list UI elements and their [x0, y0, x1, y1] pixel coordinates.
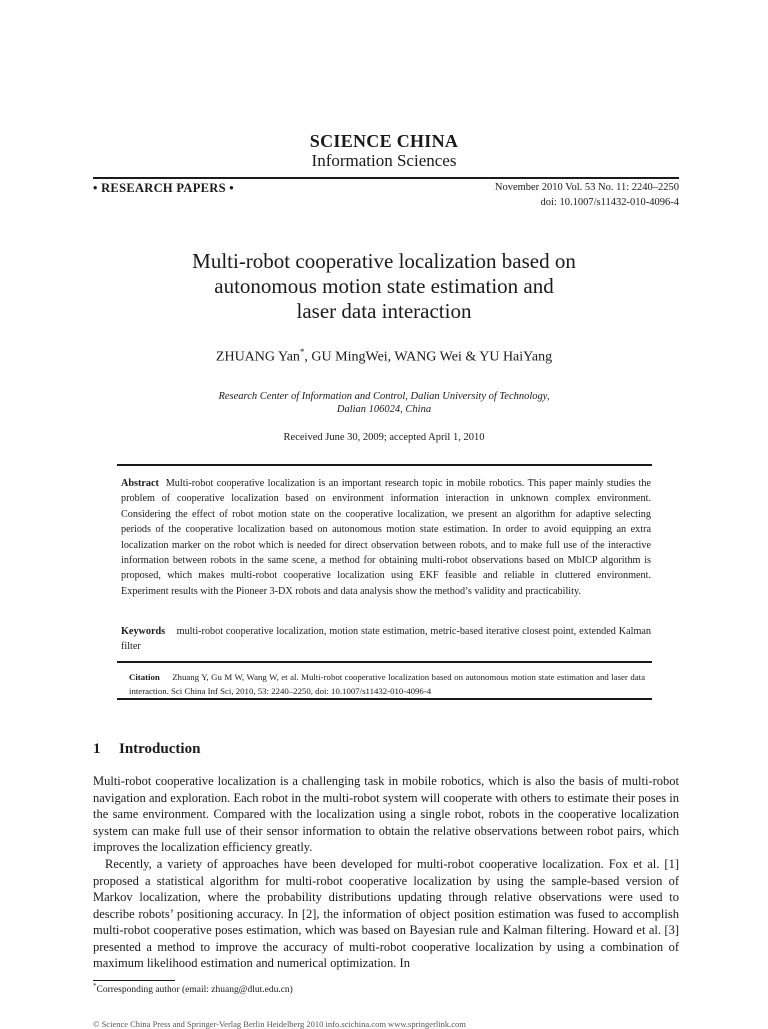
section-tag: • RESEARCH PAPERS • — [93, 181, 234, 195]
corresponding-mark: * — [299, 347, 305, 357]
header-rule — [93, 177, 679, 179]
doi: doi: 10.1007/s11432-010-4096-4 — [540, 197, 679, 208]
footnote-rule — [93, 980, 175, 981]
citation-label: Citation — [129, 672, 160, 682]
footnote — [93, 982, 293, 995]
copyright-footer: © Science China Press and Springer-Verlag Berlin Heidelberg 2010 info.scichina.com www.springerlink.com — [93, 1019, 466, 1029]
title-line: autonomous motion state estimation and — [214, 274, 554, 298]
affiliation-line: Research Center of Information and Control, Dalian University of Technology, — [218, 391, 550, 402]
keywords-label: Keywords — [121, 626, 166, 637]
citation-text: Zhuang Y, Gu M W, Wang W, et al. Multi-robot cooperative localization based on autonomous motion state estimation and laser data interaction. Sci China Inf Sci, 2010, 53: 2240–2250, doi: 10.1007/s11432-010-4096-4 — [129, 672, 645, 696]
abstract — [121, 476, 651, 599]
title-line: Multi-robot cooperative localization based on — [192, 249, 576, 273]
received-date: Received June 30, 2009; accepted April 1, 2010 — [283, 432, 485, 443]
citation-bottom-rule — [117, 698, 652, 700]
authors — [0, 347, 768, 366]
section-title: Introduction — [119, 741, 201, 757]
keywords-text: multi-robot cooperative localization, motion state estimation, metric-based iterative closest point, extended Kalman filter — [121, 626, 651, 653]
title-line: laser data interaction — [296, 299, 472, 323]
footnote-text: Corresponding author (email: zhuang@dlut.edu.cn) — [96, 985, 293, 996]
abstract-label: Abstract — [121, 478, 159, 489]
paper-title — [0, 249, 768, 324]
paragraph: Multi-robot cooperative localization is a challenging task in mobile robotics, which is also the basis of multi-robot navigation and exploration. Each robot in the multi-robot system will cooperate with others to estimate their poses in the same environment. Compared with the localization using a single robot, robots in the cooperative localization system can make full use of their sensor information to obtain the relative observations between robot pairs, which improves the localization efficiency greatly. — [93, 774, 679, 854]
keywords — [121, 624, 651, 655]
journal-subtitle: Information Sciences — [311, 151, 457, 170]
affiliation — [0, 390, 768, 416]
section-heading — [93, 741, 200, 758]
journal-name: SCIENCE CHINA — [309, 131, 459, 151]
abstract-text: Multi-robot cooperative localization is an important research topic in mobile robotics. This paper mainly studies the problem of cooperative localization based on environment information interaction in unknown complex environment. Considering the effect of robot motion state on the cooperative localization, we present an algorithm for adaptive selecting periods of the cooperative localization based on autonomous motion state estimation. In order to avoid equipping an extra localization marker on the robot which is needed for direct observation between robots, and to make full use of the interactive information between robots in the same scene, a method for obtaining multi-robot observations based on MbICP algorithm is proposed, which makes multi-robot cooperative localization using EKF feasible and reliable in cluttered environment. Experiment results with the Pioneer 3-DX robots and data analysis show the method’s validity and practicability. — [121, 478, 651, 597]
issue-info: November 2010 Vol. 53 No. 11: 2240–2250 — [494, 182, 679, 193]
paragraph: Recently, a variety of approaches have been developed for multi-robot cooperative localization. Fox et al. [1] proposed a statistical algorithm for multi-robot cooperative localization by using the sample-based version of Markov localization, where the probability distributions updating through relative observations were used to describe robots’ positioning accuracy. In [2], the information of object position estimation was fused to accomplish multi-robot cooperative poses estimation, which was based on Bayesian rule and Kalman filtering. Howard et al. [3] presented a method to improve the accuracy of multi-robot cooperative localization by using a combination of maximum likelihood estimation and numerical optimization. In — [93, 857, 679, 970]
affiliation-line: Dalian 106024, China — [336, 404, 432, 415]
citation — [129, 671, 645, 698]
abstract-top-rule — [117, 464, 652, 466]
author-rest: , GU MingWei, WANG Wei & YU HaiYang — [304, 349, 553, 365]
author-first: ZHUANG Yan — [215, 349, 300, 365]
section-number: 1 — [93, 741, 101, 757]
citation-top-rule — [117, 661, 652, 663]
footnote-mark: * — [93, 982, 97, 990]
